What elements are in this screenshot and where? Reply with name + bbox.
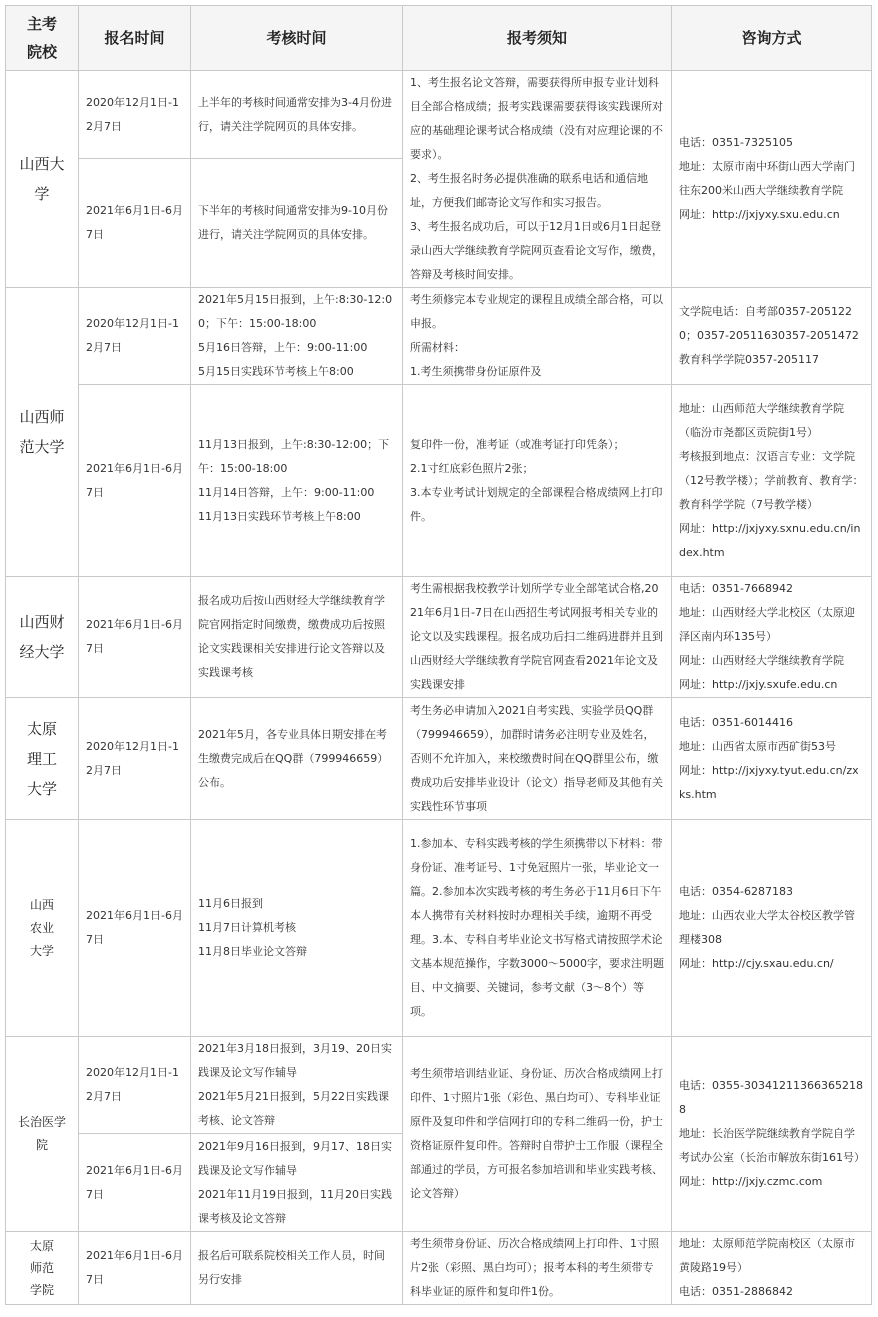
contact-website: 网址：http://jxjy.sxufe.edu.cn — [679, 678, 838, 691]
school-name: 长治医学院 — [6, 1037, 79, 1232]
notice: 考生须带培训结业证、身份证、历次合格成绩网上打印件、1寸照片1张（彩色、黑白均可）、专科毕业证原件及复印件和学信网打印的专科二维码一份，护士资格证原件复印件。答辩时自带护士工作服（课程全部通过的学员，方可报名参加培训和毕业实践考核、论文答辩） — [403, 1037, 672, 1232]
notice: 考生须带身份证、历次合格成绩网上打印件、1寸照片2张（彩照、黑白均可）；报考本科的考生须带专科毕业证的原件和复印件1份。 — [403, 1232, 672, 1305]
exam-info-table — [5, 5, 872, 1305]
notice-line: 1、考生报名论文答辩，需要获得所申报专业计划科目全部合格成绩；报考实践课需要获得该实践课所对应的基础理论课考试合格成绩（没有对应理论课的不要求）。 — [410, 76, 663, 161]
exam-time: 下半年的考核时间通常安排为9-10月份进行，请关注学院网页的具体安排。 — [191, 159, 403, 288]
contact-website: 网址：http://cjy.sxau.edu.cn/ — [679, 957, 834, 970]
header-exam-time: 考核时间 — [191, 6, 403, 71]
contact-phone: 教育科学学院0357-205117 — [679, 353, 819, 366]
exam-time — [191, 1134, 403, 1232]
exam-line: 11月13日实践环节考核上午8:00 — [198, 509, 361, 523]
notice — [403, 288, 672, 385]
table-row — [6, 71, 872, 159]
reg-time: 2020年12月1日-12月7日 — [79, 698, 191, 820]
notice-line: 2.1寸红底彩色照片2张； — [410, 461, 534, 475]
exam-line: 2021年5月21日报到，5月22日实践课考核、论文答辩 — [198, 1090, 389, 1127]
reg-time: 2021年6月1日-6月7日 — [79, 1232, 191, 1305]
contact-address: 地址：太原师范学院南校区（太原市黄陵路19号） — [679, 1237, 855, 1274]
reg-time: 2021年6月1日-6月7日 — [79, 577, 191, 698]
exam-time — [191, 288, 403, 385]
contact-website: 网址：http://jxjyxy.sxu.edu.cn — [679, 208, 840, 221]
exam-line: 5月16日答辩，上午：9:00-11:00 — [198, 341, 368, 354]
contact-address: 地址：长治医学院继续教育学院自学考试办公室（长治市解放东街161号） — [679, 1127, 865, 1164]
exam-line: 11月13日报到，上午:8:30-12:00；下午：15:00-18:00 — [198, 437, 390, 475]
contact — [672, 1232, 872, 1305]
header-row — [6, 6, 872, 71]
school-name: 山西大学 — [6, 71, 79, 288]
exam-time: 上半年的考核时间通常安排为3-4月份进行，请关注学院网页的具体安排。 — [191, 71, 403, 159]
exam-time: 2021年5月，各专业具体日期安排在考生缴费完成后在QQ群（799946659）公布。 — [191, 698, 403, 820]
notice-line: 考生须修完本专业规定的课程且成绩全部合格，可以申报。 — [410, 293, 663, 330]
notice-line: 复印件一份，准考证（或准考证打印凭条）； — [410, 437, 625, 451]
header-school: 主考院校 — [6, 6, 79, 71]
exam-line: 2021年9月16日报到，9月17、18日实践课及论文写作辅导 — [198, 1139, 392, 1177]
notice-line: 2、考生报名时务必提供准确的联系电话和通信地址，方便我们邮寄论文写作和实习报告。 — [410, 172, 648, 209]
table-row — [6, 577, 872, 698]
contact-phone: 电话：0351-6014416 — [679, 715, 793, 729]
contact — [672, 577, 872, 698]
notice: 考生务必申请加入2021自考实践、实验学员QQ群（799946659），加群时请务必注明专业及姓名，否则不允许加入，来校缴费时间在QQ群里公布，缴费成功后安排毕业设计（论文）指导老师及其他有关实践性环节事项 — [403, 698, 672, 820]
header-reg-time: 报名时间 — [79, 6, 191, 71]
notice-line: 所需材料： — [410, 341, 465, 354]
notice — [403, 71, 672, 288]
school-name: 太原师范学院 — [6, 1232, 79, 1305]
exam-line: 11月7日计算机考核 — [198, 921, 296, 934]
contact-phone: 文学院电话：自考部0357-2051220；0357-20511630357-2051472 — [679, 305, 859, 342]
contact — [672, 820, 872, 1037]
table-row — [6, 698, 872, 820]
reg-time: 2021年6月1日-6月7日 — [79, 1134, 191, 1232]
contact — [672, 698, 872, 820]
exam-time: 报名成功后按山西财经大学继续教育学院官网指定时间缴费，缴费成功后按照论文实践课相关安排进行论文答辩以及实践课考核 — [191, 577, 403, 698]
exam-line: 11月8日毕业论文答辩 — [198, 945, 307, 958]
exam-line: 2021年5月15日报到，上午:8:30-12:00；下午：15:00-18:00 — [198, 293, 393, 330]
reg-time: 2021年6月1日-6月7日 — [79, 820, 191, 1037]
reg-time: 2021年6月1日-6月7日 — [79, 159, 191, 288]
exam-time — [191, 385, 403, 577]
table-row — [6, 385, 872, 577]
reg-time: 2020年12月1日-12月7日 — [79, 71, 191, 159]
contact — [672, 385, 872, 577]
contact-location: 考核报到地点：汉语言专业：文学院（12号教学楼）；学前教育、教育学：教育科学学院（7号教学楼） — [679, 449, 864, 511]
table-row — [6, 288, 872, 385]
contact-website: 网址：http://jxjyxy.sxnu.edu.cn/index.htm — [679, 521, 861, 559]
notice: 考生需根据我校教学计划所学专业全部笔试合格,2021年6月1日-7日在山西招生考试网报考相关专业的论文以及实践课程。报名成功后扫二维码进群并且到山西财经大学继续教育学院官网查看2021年论文及实践课安排 — [403, 577, 672, 698]
contact — [672, 1037, 872, 1232]
header-contact: 咨询方式 — [672, 6, 872, 71]
contact-website: 网址：http://jxjy.czmc.com — [679, 1175, 823, 1188]
table-row — [6, 1232, 872, 1305]
exam-line: 5月15日实践环节考核上午8:00 — [198, 365, 354, 378]
contact-phone: 电话：0351-7668942 — [679, 582, 793, 595]
contact-website-name: 网址：山西财经大学继续教育学院 — [679, 654, 844, 667]
school-name: 山西财经大学 — [6, 577, 79, 698]
contact-address: 地址：山西财经大学北校区（太原迎泽区南内环135号） — [679, 606, 855, 643]
table-row — [6, 1037, 872, 1134]
contact-address: 地址：山西省太原市西矿街53号 — [679, 739, 836, 753]
exam-line: 2021年3月18日报到，3月19、20日实践课及论文写作辅导 — [198, 1042, 392, 1079]
reg-time: 2020年12月1日-12月7日 — [79, 288, 191, 385]
exam-time — [191, 1037, 403, 1134]
exam-time: 报名后可联系院校相关工作人员，时间另行安排 — [191, 1232, 403, 1305]
notice-line: 3.本专业考试计划规定的全部课程合格成绩网上打印件。 — [410, 485, 663, 523]
contact-website: 网址：http://jxjyxy.tyut.edu.cn/zxks.htm — [679, 763, 859, 801]
contact-phone: 电话：0351-2886842 — [679, 1285, 793, 1298]
table-row — [6, 820, 872, 1037]
exam-line: 11月14日答辩，上午：9:00-11:00 — [198, 485, 375, 499]
exam-line: 2021年11月19日报到，11月20日实践课考核及论文答辩 — [198, 1187, 392, 1225]
school-name: 太原理工大学 — [6, 698, 79, 820]
reg-time: 2020年12月1日-12月7日 — [79, 1037, 191, 1134]
reg-time: 2021年6月1日-6月7日 — [79, 385, 191, 577]
notice-line: 3、考生报名成功后，可以于12月1日或6月1日起登录山西大学继续教育学院网页查看论文写作，缴费，答辩及考核时间安排。 — [410, 220, 663, 281]
header-notice: 报考须知 — [403, 6, 672, 71]
contact — [672, 71, 872, 288]
contact-phone: 电话：0354-6287183 — [679, 885, 793, 898]
contact-address: 地址：山西师范大学继续教育学院（临汾市尧都区贡院街1号） — [679, 401, 844, 439]
notice — [403, 385, 672, 577]
contact-phone: 电话：0355-303412113663652188 — [679, 1079, 863, 1116]
school-name: 山西师范大学 — [6, 288, 79, 577]
notice-line: 1.考生须携带身份证原件及 — [410, 365, 542, 378]
contact — [672, 288, 872, 385]
school-name: 山西农业大学 — [6, 820, 79, 1037]
contact-address: 地址：太原市南中环街山西大学南门往东200米山西大学继续教育学院 — [679, 160, 855, 197]
exam-line: 11月6日报到 — [198, 897, 263, 910]
notice: 1.参加本、专科实践考核的学生须携带以下材料：带身份证、准考证号、1寸免冠照片一张，毕业论文一篇。2.参加本次实践考核的考生务必于11月6日下午本人携带有关材料按时办理相关手续，逾期不再受理。3.本、专科自考毕业论文书写格式请按照学术论文基本规范操作，字数3000～5000字，要求注明题目、中文摘要、关键词，参考文献（3～8个）等项。 — [403, 820, 672, 1037]
exam-time — [191, 820, 403, 1037]
contact-address: 地址：山西农业大学太谷校区教学管理楼308 — [679, 909, 855, 946]
contact-phone: 电话：0351-7325105 — [679, 136, 793, 149]
